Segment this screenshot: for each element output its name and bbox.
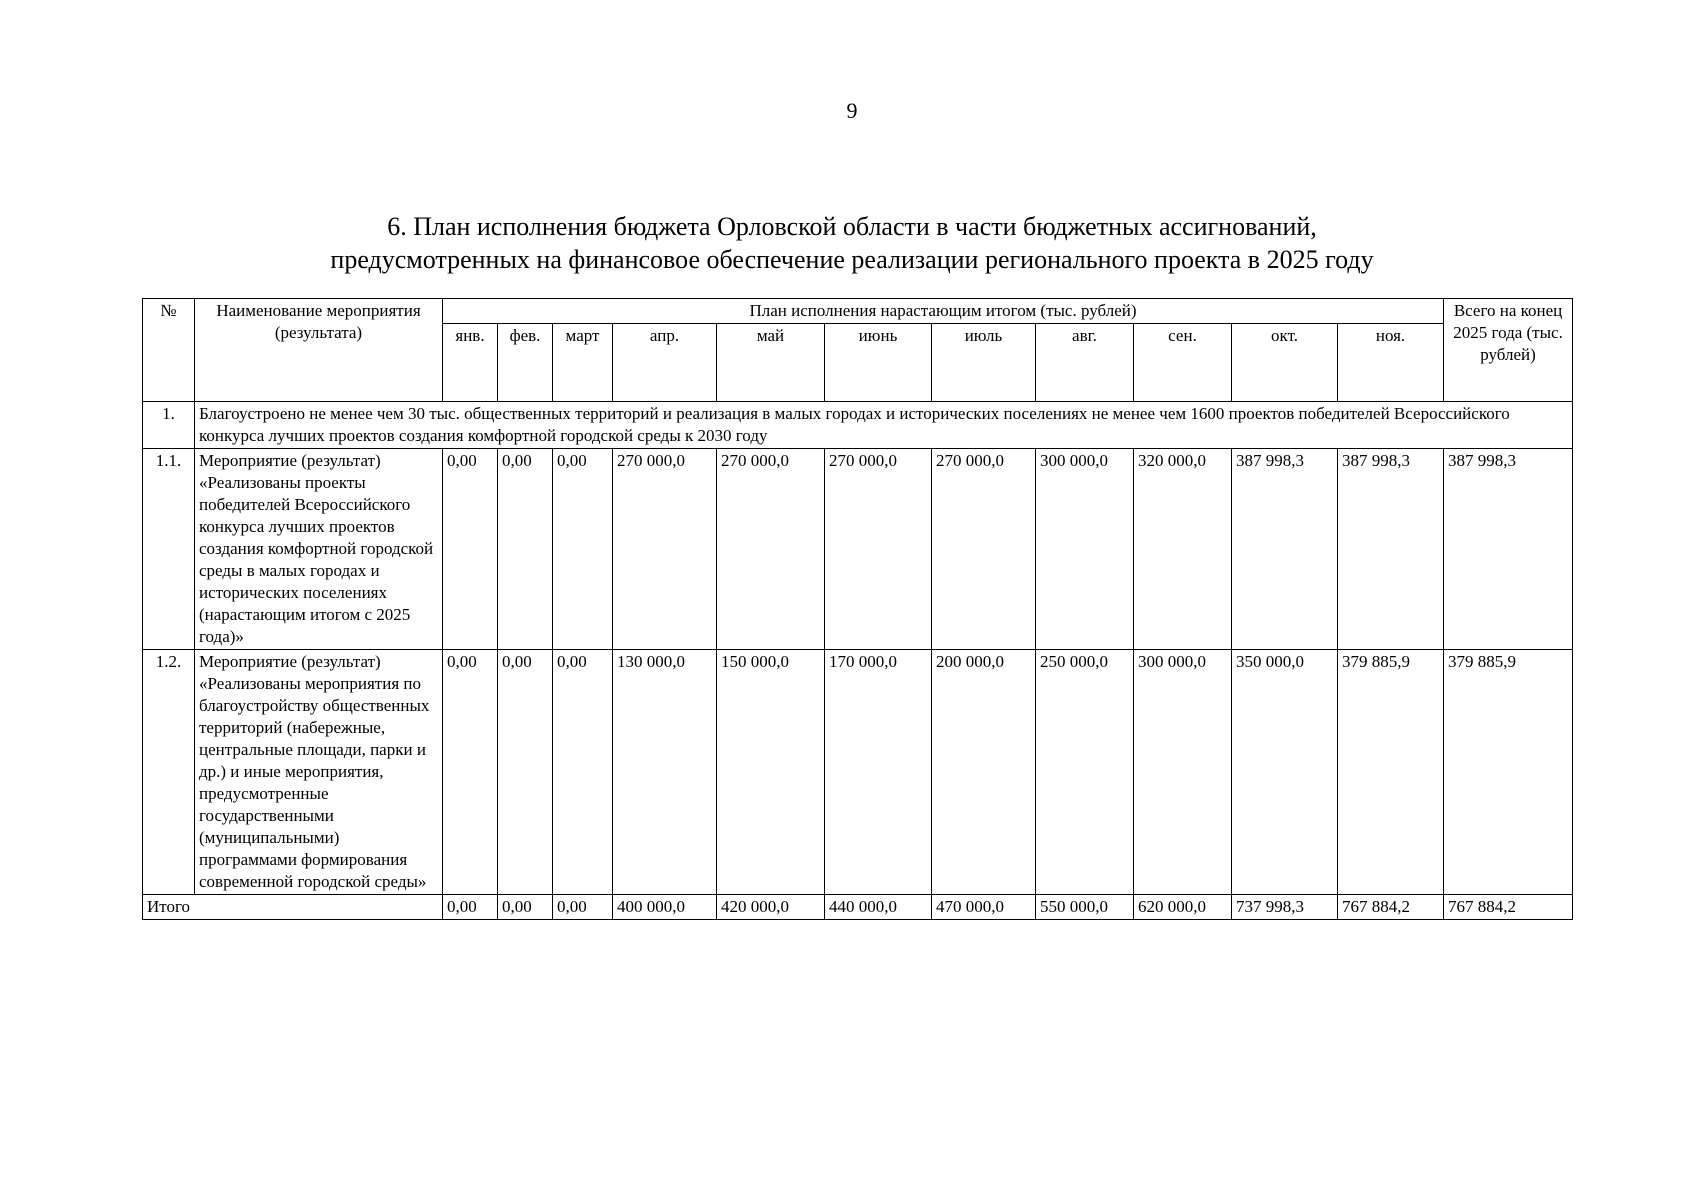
header-month: май xyxy=(717,324,825,402)
row-value: 320 000,0 xyxy=(1134,449,1232,650)
totals-grand-total: 767 884,2 xyxy=(1444,895,1573,920)
header-month: сен. xyxy=(1134,324,1232,402)
totals-value: 0,00 xyxy=(498,895,553,920)
table-header-row xyxy=(143,299,1573,324)
header-month: март xyxy=(553,324,613,402)
row-value: 270 000,0 xyxy=(932,449,1036,650)
row-name: Мероприятие (результат) «Реализованы проекты победителей Всероссийского конкурса лучших проектов создания комфортной городской среды в малых городах и исторических поселениях (нарастающим итогом с 2025 года)» xyxy=(195,449,443,650)
header-month: июнь xyxy=(825,324,932,402)
totals-label: Итого xyxy=(143,895,443,920)
totals-value: 0,00 xyxy=(553,895,613,920)
totals-value: 737 998,3 xyxy=(1232,895,1338,920)
row-num: 1.2. xyxy=(143,650,195,895)
document-title xyxy=(0,210,1704,276)
row-value: 130 000,0 xyxy=(613,650,717,895)
header-month: апр. xyxy=(613,324,717,402)
totals-value: 470 000,0 xyxy=(932,895,1036,920)
totals-value: 420 000,0 xyxy=(717,895,825,920)
row-value: 0,00 xyxy=(443,449,498,650)
row-value: 379 885,9 xyxy=(1338,650,1444,895)
totals-value: 767 884,2 xyxy=(1338,895,1444,920)
header-month: янв. xyxy=(443,324,498,402)
header-plan-group: План исполнения нарастающим итогом (тыс. рублей) xyxy=(443,299,1444,324)
header-num: № xyxy=(143,299,195,402)
header-month: ноя. xyxy=(1338,324,1444,402)
totals-value: 620 000,0 xyxy=(1134,895,1232,920)
row-total: 379 885,9 xyxy=(1444,650,1573,895)
row-name: Мероприятие (результат) «Реализованы мероприятия по благоустройству общественных территорий (набережные, центральные площади, парки и др.) и иные мероприятия, предусмотренные государственными (муниципальными) программами формирования современной городской среды» xyxy=(195,650,443,895)
row-value: 0,00 xyxy=(553,449,613,650)
header-month: июль xyxy=(932,324,1036,402)
row-value: 0,00 xyxy=(553,650,613,895)
totals-row xyxy=(143,895,1573,920)
section-num: 1. xyxy=(143,402,195,449)
header-name: Наименование мероприятия (результата) xyxy=(195,299,443,402)
header-total: Всего на конец 2025 года (тыс. рублей) xyxy=(1444,299,1573,402)
totals-value: 0,00 xyxy=(443,895,498,920)
header-month: окт. xyxy=(1232,324,1338,402)
row-value: 150 000,0 xyxy=(717,650,825,895)
row-value: 170 000,0 xyxy=(825,650,932,895)
header-month: авг. xyxy=(1036,324,1134,402)
row-total: 387 998,3 xyxy=(1444,449,1573,650)
row-value: 270 000,0 xyxy=(717,449,825,650)
row-value: 0,00 xyxy=(498,449,553,650)
totals-value: 440 000,0 xyxy=(825,895,932,920)
row-value: 0,00 xyxy=(443,650,498,895)
header-month: фев. xyxy=(498,324,553,402)
row-value: 300 000,0 xyxy=(1134,650,1232,895)
row-value: 270 000,0 xyxy=(825,449,932,650)
page-number: 9 xyxy=(846,98,858,123)
totals-value: 400 000,0 xyxy=(613,895,717,920)
row-value: 387 998,3 xyxy=(1232,449,1338,650)
row-value: 200 000,0 xyxy=(932,650,1036,895)
section-text: Благоустроено не менее чем 30 тыс. общественных территорий и реализация в малых городах и исторических поселениях не менее чем 1600 проектов победителей Всероссийского конкурса лучших проектов создания комфортной городской среды к 2030 году xyxy=(195,402,1573,449)
row-value: 387 998,3 xyxy=(1338,449,1444,650)
table-row xyxy=(143,650,1573,895)
document-title-line-1: 6. План исполнения бюджета Орловской области в части бюджетных ассигнований, xyxy=(387,212,1317,241)
totals-value: 550 000,0 xyxy=(1036,895,1134,920)
row-value: 0,00 xyxy=(498,650,553,895)
row-value: 270 000,0 xyxy=(613,449,717,650)
row-value: 300 000,0 xyxy=(1036,449,1134,650)
section-row xyxy=(143,402,1573,449)
document-title-line-2: предусмотренных на финансовое обеспечение реализации регионального проекта в 2025 году xyxy=(330,245,1374,274)
budget-plan-table xyxy=(142,298,1573,920)
row-num: 1.1. xyxy=(143,449,195,650)
row-value: 250 000,0 xyxy=(1036,650,1134,895)
row-value: 350 000,0 xyxy=(1232,650,1338,895)
table-row xyxy=(143,449,1573,650)
